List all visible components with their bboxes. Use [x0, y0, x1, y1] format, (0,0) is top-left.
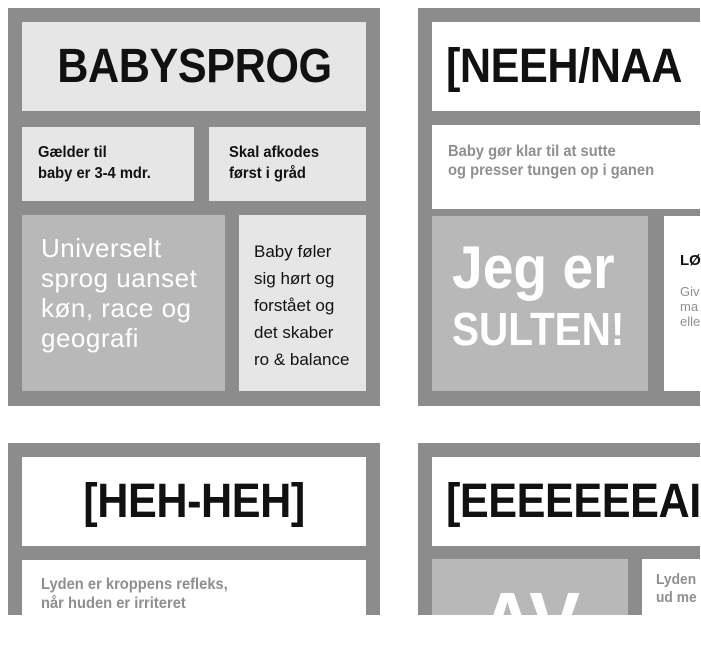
card-title-box: [432, 22, 700, 111]
subtitle-line-2: og presser tungen op i ganen: [448, 162, 655, 179]
card-title-box: [22, 457, 366, 546]
card-title: [HEH-HEH]: [83, 475, 305, 528]
card-title-box: [22, 22, 366, 111]
card-title: [NEEH/NAA: [446, 40, 682, 93]
card-eeeeeeeai: [418, 443, 701, 665]
feels-line-4: det skaber: [254, 323, 334, 342]
solution-line-2: ma: [680, 299, 699, 314]
universal-line-3: køn, race og: [41, 293, 192, 323]
feels-heard-box: [239, 215, 366, 391]
decode-info-line-1: Skal afkodes: [229, 144, 320, 161]
feels-line-1: Baby føler: [254, 242, 332, 261]
decode-info-box: [209, 127, 366, 201]
hungry-message-box: [432, 216, 648, 391]
subtitle-line-1: Lyden er kroppens refleks,: [41, 576, 228, 593]
subtitle-line-2: når huden er irriteret: [41, 595, 186, 612]
universal-line-2: sprog uanset: [41, 263, 198, 293]
feels-line-2: sig hørt og: [254, 269, 335, 288]
card-babysprog: [8, 8, 380, 406]
solution-box: [664, 216, 700, 391]
subtitle-box: [432, 125, 700, 209]
universal-language-box: [22, 215, 225, 391]
subtitle-box: [22, 560, 366, 615]
pain-message-box: [432, 559, 628, 665]
age-info-line-1: Gælder til: [38, 144, 107, 161]
card-title: BABYSPROG: [56, 40, 332, 93]
card-title-box: [432, 457, 700, 546]
pain-text-box: [642, 559, 700, 615]
solution-line-1: Giv: [680, 284, 700, 299]
solution-heading: LØ: [680, 252, 701, 269]
hungry-line-2: SULTEN!: [452, 303, 625, 355]
subtitle-line-1: Baby gør klar til at sutte: [448, 143, 616, 160]
feels-line-5: ro & balance: [254, 350, 350, 369]
universal-line-4: geografi: [41, 323, 139, 353]
pain-text-line-1: Lyden: [656, 571, 697, 588]
hungry-line-1: Jeg er: [452, 234, 615, 301]
card-neeh-naa: [418, 8, 700, 406]
universal-line-1: Universelt: [41, 233, 162, 263]
decode-info-line-2: først i gråd: [229, 165, 306, 182]
pain-text-line-2: ud me: [656, 589, 697, 606]
feels-line-3: forstået og: [254, 296, 335, 315]
pain-word: AV: [480, 576, 580, 665]
solution-line-3: elle: [680, 314, 701, 329]
card-heh-heh: [8, 443, 380, 615]
card-title: [EEEEEEEAI: [446, 475, 701, 528]
age-info-line-2: baby er 3-4 mdr.: [38, 165, 151, 182]
age-info-box: [22, 127, 194, 201]
